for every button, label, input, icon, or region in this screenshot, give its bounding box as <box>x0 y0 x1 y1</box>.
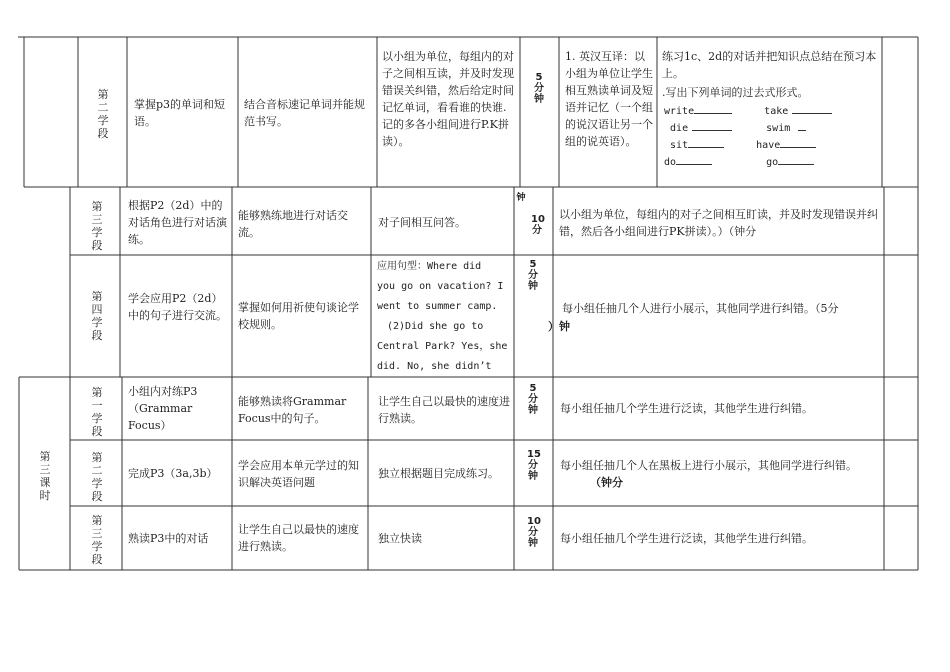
goal-text: 熟读P3中的对话 <box>128 532 209 545</box>
goal-text: 完成P3（3a,3b） <box>128 467 218 480</box>
sentence-line: went to summer camp. <box>377 301 498 312</box>
activity-text: 独立根据题目完成练习。 <box>378 467 499 480</box>
evaluation-line2: .写出下列单词的过去式形式。 <box>662 86 809 99</box>
goal-text: 学会应用P2（2d）中的句子进行交流。 <box>128 292 227 322</box>
goal-text: 小组内对练P3（Grammar Focus） <box>128 385 198 432</box>
sentence-line: Central Park? Yes，she <box>377 341 508 352</box>
duration-label: 15分钟 <box>527 449 541 482</box>
word-list <box>664 103 874 171</box>
stage-label: 第二学段 <box>91 451 103 503</box>
duration-label: 5分钟 <box>534 72 544 105</box>
activity-sentences <box>377 257 511 377</box>
evaluation-tail: ）钟 <box>548 320 570 333</box>
duration-label: 10分钟 <box>527 516 541 549</box>
evaluation-text: 以小组为单位，每组内的对子之间相互盯读，并及时发现错误并纠错，然后各小组间进行PK拼读）。）（钟分 <box>559 208 878 238</box>
word: have <box>756 140 781 151</box>
evaluation-text: 每小组任抽几个人在黑板上进行小展示，其他同学进行纠错。 <box>560 459 857 472</box>
activity-text: 对子间相互问答。 <box>378 216 466 229</box>
duration-stray: 钟 <box>516 193 526 203</box>
method-text: 能够熟读将Grammar Focus中的句子。 <box>238 395 347 425</box>
goal-text: 掌握p3的单词和短语。 <box>134 98 226 128</box>
word-row <box>664 137 874 154</box>
word: write <box>664 106 695 117</box>
activity-text: 独立快读 <box>378 532 422 545</box>
evaluation-text: 每小组任抽几个人进行小展示，其他同学进行纠错。（5分 <box>562 302 839 315</box>
word: swim <box>766 123 791 134</box>
word: take <box>764 106 789 117</box>
word-row <box>664 120 874 137</box>
word: go <box>766 157 779 168</box>
activity-text: 以小组为单位，每组内的对子之间相互读，并及时发现错误关纠错，然后给定时间记忆单词，看看谁的快谁.记的多各小组间进行P.K拼读）。 <box>382 50 514 148</box>
section-label: 第三课时 <box>39 450 51 502</box>
method-text: 能够熟练地进行对话交流。 <box>238 209 348 239</box>
duration-label: 10分 <box>531 214 545 236</box>
evaluation-tail: （钟分 <box>590 476 623 489</box>
word-row <box>664 154 874 171</box>
sentence-line: you go on vacation? I <box>377 281 504 292</box>
method-text: 让学生自己以最快的速度进行熟读。 <box>238 523 359 553</box>
word-row <box>664 103 874 120</box>
method-text: 掌握如何用祈使句谈论学校规则。 <box>238 301 359 331</box>
stage-label: 第三学段 <box>91 514 103 566</box>
stage-label: 第二学段 <box>97 88 109 140</box>
word: sit <box>670 140 689 151</box>
word: die <box>670 123 689 134</box>
goal-text: 根据P2（2d）中的对话角色进行对话演练。 <box>128 199 227 246</box>
practice-text: 1. 英汉互译：以小组为单位让学生相互熟读单词及短语并记忆（一个组的说汉语让另一个组的说英语）。 <box>565 50 653 148</box>
evaluation-text: 每小组任抽几个学生进行泛读，其他学生进行纠错。 <box>560 532 813 545</box>
duration-label: 5分钟 <box>528 383 538 416</box>
activity-text: 让学生自己以最快的速度进行熟读。 <box>378 395 510 425</box>
method-text: 学会应用本单元学过的知识解决英语问题 <box>238 459 359 489</box>
method-text: 结合音标速记单词并能规范书写。 <box>244 98 365 128</box>
word: do <box>664 157 677 168</box>
sentence-line: 应用句型：Where did <box>377 261 482 272</box>
duration-label: 5分钟 <box>528 259 538 292</box>
sentence-line: (2)Did she go to <box>387 321 484 332</box>
evaluation-text: 每小组任抽几个学生进行泛读，其他学生进行纠错。 <box>560 402 813 415</box>
stage-label: 第四学段 <box>91 290 103 342</box>
sentence-line: did. No, she didn’t <box>377 361 492 372</box>
stage-label: 第一学段 <box>91 386 103 438</box>
evaluation-text: 练习1c、2d的对话并把知识点总结在预习本上。 <box>662 50 877 80</box>
stage-label: 第三学段 <box>91 200 103 252</box>
